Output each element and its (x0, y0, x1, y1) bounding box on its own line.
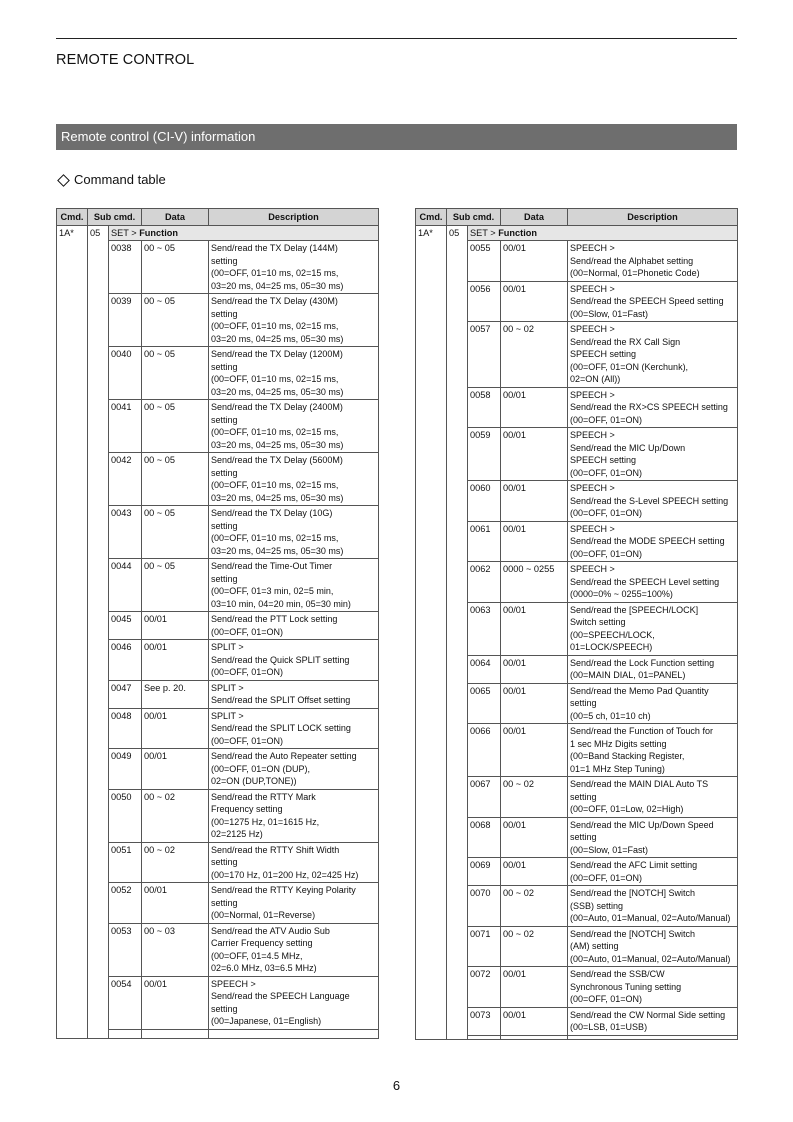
set-function-name: Function (498, 227, 537, 238)
code-cell: 0063 (468, 602, 501, 655)
code-cell: 0067 (468, 777, 501, 818)
code-cell: 0044 (109, 559, 142, 612)
cmd-cell: 1A* (57, 225, 88, 1038)
set-function-label (468, 225, 738, 241)
code-cell: 0066 (468, 724, 501, 777)
description-cell: Send/read the Function of Touch for 1 sec MHz Digits setting (00=Band Stacking Register, 01=1 MHz Step Tuning) (568, 724, 738, 777)
description-cell: Send/read the Auto Repeater setting (00=OFF, 01=ON (DUP), 02=ON (DUP,TONE)) (209, 749, 379, 790)
section-title: REMOTE CONTROL (56, 52, 195, 68)
description-cell: Send/read the TX Delay (1200M) setting (00=OFF, 01=10 ms, 02=15 ms, 03=20 ms, 04=25 ms, 05=30 ms) (209, 347, 379, 400)
code-cell: 0049 (109, 749, 142, 790)
data-cell: 00/01 (501, 858, 568, 886)
description-cell: SPEECH > Send/read the MODE SPEECH setting (00=OFF, 01=ON) (568, 521, 738, 562)
header-sub-cmd: Sub cmd. (88, 209, 142, 226)
data-cell: 00/01 (501, 428, 568, 481)
code-cell: 0071 (468, 926, 501, 967)
description-cell: SPEECH > Send/read the MIC Up/Down SPEECH setting (00=OFF, 01=ON) (568, 428, 738, 481)
code-cell: 0073 (468, 1007, 501, 1035)
filler-cell (142, 1029, 209, 1038)
data-cell: 00/01 (142, 640, 209, 681)
data-cell: 00 ~ 02 (501, 886, 568, 927)
description-cell: SPLIT > Send/read the SPLIT LOCK setting (00=OFF, 01=ON) (209, 708, 379, 749)
subheading-text: Command table (74, 172, 166, 187)
data-cell: 00/01 (501, 481, 568, 522)
diamond-bullet-icon (57, 174, 70, 187)
data-cell: 00 ~ 05 (142, 559, 209, 612)
description-cell: Send/read the RTTY Keying Polarity setting (00=Normal, 01=Reverse) (209, 883, 379, 924)
description-cell: Send/read the Time-Out Timer setting (00=OFF, 01=3 min, 02=5 min, 03=10 min, 04=20 min, 05=30 min) (209, 559, 379, 612)
data-cell: 00 ~ 05 (142, 347, 209, 400)
header-cmd: Cmd. (57, 209, 88, 226)
code-cell: 0058 (468, 387, 501, 428)
command-table-right (415, 208, 738, 1040)
code-cell: 0065 (468, 683, 501, 724)
data-cell: 00/01 (501, 241, 568, 282)
description-cell: Send/read the MAIN DIAL Auto TS setting (00=OFF, 01=Low, 02=High) (568, 777, 738, 818)
cmd-cell: 1A* (416, 225, 447, 1039)
code-cell: 0046 (109, 640, 142, 681)
description-cell: Send/read the SSB/CW Synchronous Tuning setting (00=OFF, 01=ON) (568, 967, 738, 1008)
code-cell: 0070 (468, 886, 501, 927)
description-cell: Send/read the TX Delay (2400M) setting (00=OFF, 01=10 ms, 02=15 ms, 03=20 ms, 04=25 ms, 05=30 ms) (209, 400, 379, 453)
header-cmd: Cmd. (416, 209, 447, 226)
description-cell: SPEECH > Send/read the SPEECH Language setting (00=Japanese, 01=English) (209, 976, 379, 1029)
subcmd-cell: 05 (88, 225, 109, 1038)
table-header-row (416, 209, 738, 226)
data-cell: 00/01 (501, 602, 568, 655)
set-function-row (416, 225, 738, 241)
code-cell: 0060 (468, 481, 501, 522)
code-cell: 0043 (109, 506, 142, 559)
code-cell: 0040 (109, 347, 142, 400)
description-cell: SPEECH > Send/read the RX Call Sign SPEECH setting (00=OFF, 01=ON (Kerchunk), 02=ON (All)) (568, 322, 738, 388)
description-cell: Send/read the TX Delay (10G) setting (00=OFF, 01=10 ms, 02=15 ms, 03=20 ms, 04=25 ms, 05=30 ms) (209, 506, 379, 559)
table-header-row (57, 209, 379, 226)
code-cell: 0054 (109, 976, 142, 1029)
header-sub-cmd: Sub cmd. (447, 209, 501, 226)
data-cell: 00/01 (501, 724, 568, 777)
filler-cell (109, 1029, 142, 1038)
data-cell: 00/01 (142, 708, 209, 749)
filler-cell (468, 1035, 501, 1039)
header-rule (56, 38, 737, 39)
code-cell: 0068 (468, 817, 501, 858)
data-cell: 00 ~ 05 (142, 453, 209, 506)
data-cell: 00 ~ 02 (142, 842, 209, 883)
description-cell: Send/read the ATV Audio Sub Carrier Frequency setting (00=OFF, 01=4.5 MHz, 02=6.0 MHz, 03=6.5 MHz) (209, 923, 379, 976)
code-cell: 0052 (109, 883, 142, 924)
code-cell: 0057 (468, 322, 501, 388)
command-table-left (56, 208, 379, 1039)
description-cell: Send/read the [NOTCH] Switch (SSB) setting (00=Auto, 01=Manual, 02=Auto/Manual) (568, 886, 738, 927)
data-cell: 00 ~ 05 (142, 241, 209, 294)
code-cell: 0048 (109, 708, 142, 749)
code-cell: 0041 (109, 400, 142, 453)
code-cell: 0042 (109, 453, 142, 506)
description-cell: SPEECH > Send/read the SPEECH Speed setting (00=Slow, 01=Fast) (568, 281, 738, 322)
code-cell: 0045 (109, 612, 142, 640)
header-description: Description (568, 209, 738, 226)
description-cell: Send/read the TX Delay (5600M) setting (00=OFF, 01=10 ms, 02=15 ms, 03=20 ms, 04=25 ms, 05=30 ms) (209, 453, 379, 506)
info-banner: Remote control (CI-V) information (56, 124, 737, 150)
description-cell: SPEECH > Send/read the SPEECH Level setting (0000=0% ~ 0255=100%) (568, 562, 738, 603)
description-cell: SPEECH > Send/read the RX>CS SPEECH setting (00=OFF, 01=ON) (568, 387, 738, 428)
set-function-label (109, 225, 379, 241)
code-cell: 0051 (109, 842, 142, 883)
code-cell: 0055 (468, 241, 501, 282)
code-cell: 0039 (109, 294, 142, 347)
code-cell: 0047 (109, 680, 142, 708)
data-cell: 00/01 (501, 683, 568, 724)
data-cell: 00/01 (501, 281, 568, 322)
code-cell: 0059 (468, 428, 501, 481)
filler-cell (209, 1029, 379, 1038)
description-cell: Send/read the TX Delay (144M) setting (00=OFF, 01=10 ms, 02=15 ms, 03=20 ms, 04=25 ms, 05=30 ms) (209, 241, 379, 294)
filler-cell (501, 1035, 568, 1039)
description-cell: Send/read the Memo Pad Quantity setting (00=5 ch, 01=10 ch) (568, 683, 738, 724)
data-cell: 00/01 (501, 967, 568, 1008)
description-cell: Send/read the CW Normal Side setting (00=LSB, 01=USB) (568, 1007, 738, 1035)
data-cell: 00/01 (501, 817, 568, 858)
code-cell: 0056 (468, 281, 501, 322)
data-cell: 00/01 (501, 655, 568, 683)
data-cell: 00 ~ 02 (501, 322, 568, 388)
data-cell: 00 ~ 03 (142, 923, 209, 976)
set-function-row (57, 225, 379, 241)
code-cell: 0053 (109, 923, 142, 976)
data-cell: 00/01 (142, 883, 209, 924)
description-cell: SPLIT > Send/read the SPLIT Offset setting (209, 680, 379, 708)
description-cell: Send/read the PTT Lock setting (00=OFF, 01=ON) (209, 612, 379, 640)
filler-cell (568, 1035, 738, 1039)
description-cell: Send/read the [SPEECH/LOCK] Switch setting (00=SPEECH/LOCK, 01=LOCK/SPEECH) (568, 602, 738, 655)
description-cell: SPLIT > Send/read the Quick SPLIT setting (00=OFF, 01=ON) (209, 640, 379, 681)
data-cell: 00/01 (142, 612, 209, 640)
header-data: Data (501, 209, 568, 226)
description-cell: Send/read the RTTY Shift Width setting (00=170 Hz, 01=200 Hz, 02=425 Hz) (209, 842, 379, 883)
data-cell: 00 ~ 05 (142, 294, 209, 347)
code-cell: 0050 (109, 789, 142, 842)
set-prefix: SET > (470, 227, 496, 238)
header-description: Description (209, 209, 379, 226)
code-cell: 0064 (468, 655, 501, 683)
description-cell: Send/read the Lock Function setting (00=MAIN DIAL, 01=PANEL) (568, 655, 738, 683)
description-cell: Send/read the RTTY Mark Frequency setting (00=1275 Hz, 01=1615 Hz, 02=2125 Hz) (209, 789, 379, 842)
description-cell: Send/read the [NOTCH] Switch (AM) setting (00=Auto, 01=Manual, 02=Auto/Manual) (568, 926, 738, 967)
data-cell: 00/01 (501, 521, 568, 562)
page-number: 6 (392, 1078, 401, 1093)
code-cell: 0069 (468, 858, 501, 886)
set-function-name: Function (139, 227, 178, 238)
data-cell: 0000 ~ 0255 (501, 562, 568, 603)
data-cell: 00 ~ 02 (142, 789, 209, 842)
subcmd-cell: 05 (447, 225, 468, 1039)
code-cell: 0061 (468, 521, 501, 562)
description-cell: Send/read the TX Delay (430M) setting (00=OFF, 01=10 ms, 02=15 ms, 03=20 ms, 04=25 ms, 05=30 ms) (209, 294, 379, 347)
set-prefix: SET > (111, 227, 137, 238)
description-cell: SPEECH > Send/read the S-Level SPEECH setting (00=OFF, 01=ON) (568, 481, 738, 522)
data-cell: 00 ~ 05 (142, 400, 209, 453)
header-data: Data (142, 209, 209, 226)
data-cell: 00/01 (501, 387, 568, 428)
code-cell: 0038 (109, 241, 142, 294)
subheading (56, 172, 166, 187)
data-cell: 00 ~ 02 (501, 926, 568, 967)
description-cell: Send/read the MIC Up/Down Speed setting (00=Slow, 01=Fast) (568, 817, 738, 858)
data-cell: 00/01 (501, 1007, 568, 1035)
data-cell: 00 ~ 05 (142, 506, 209, 559)
data-cell: 00/01 (142, 976, 209, 1029)
description-cell: Send/read the AFC Limit setting (00=OFF, 01=ON) (568, 858, 738, 886)
code-cell: 0072 (468, 967, 501, 1008)
data-cell: 00/01 (142, 749, 209, 790)
data-cell: See p. 20. (142, 680, 209, 708)
description-cell: SPEECH > Send/read the Alphabet setting (00=Normal, 01=Phonetic Code) (568, 241, 738, 282)
code-cell: 0062 (468, 562, 501, 603)
data-cell: 00 ~ 02 (501, 777, 568, 818)
